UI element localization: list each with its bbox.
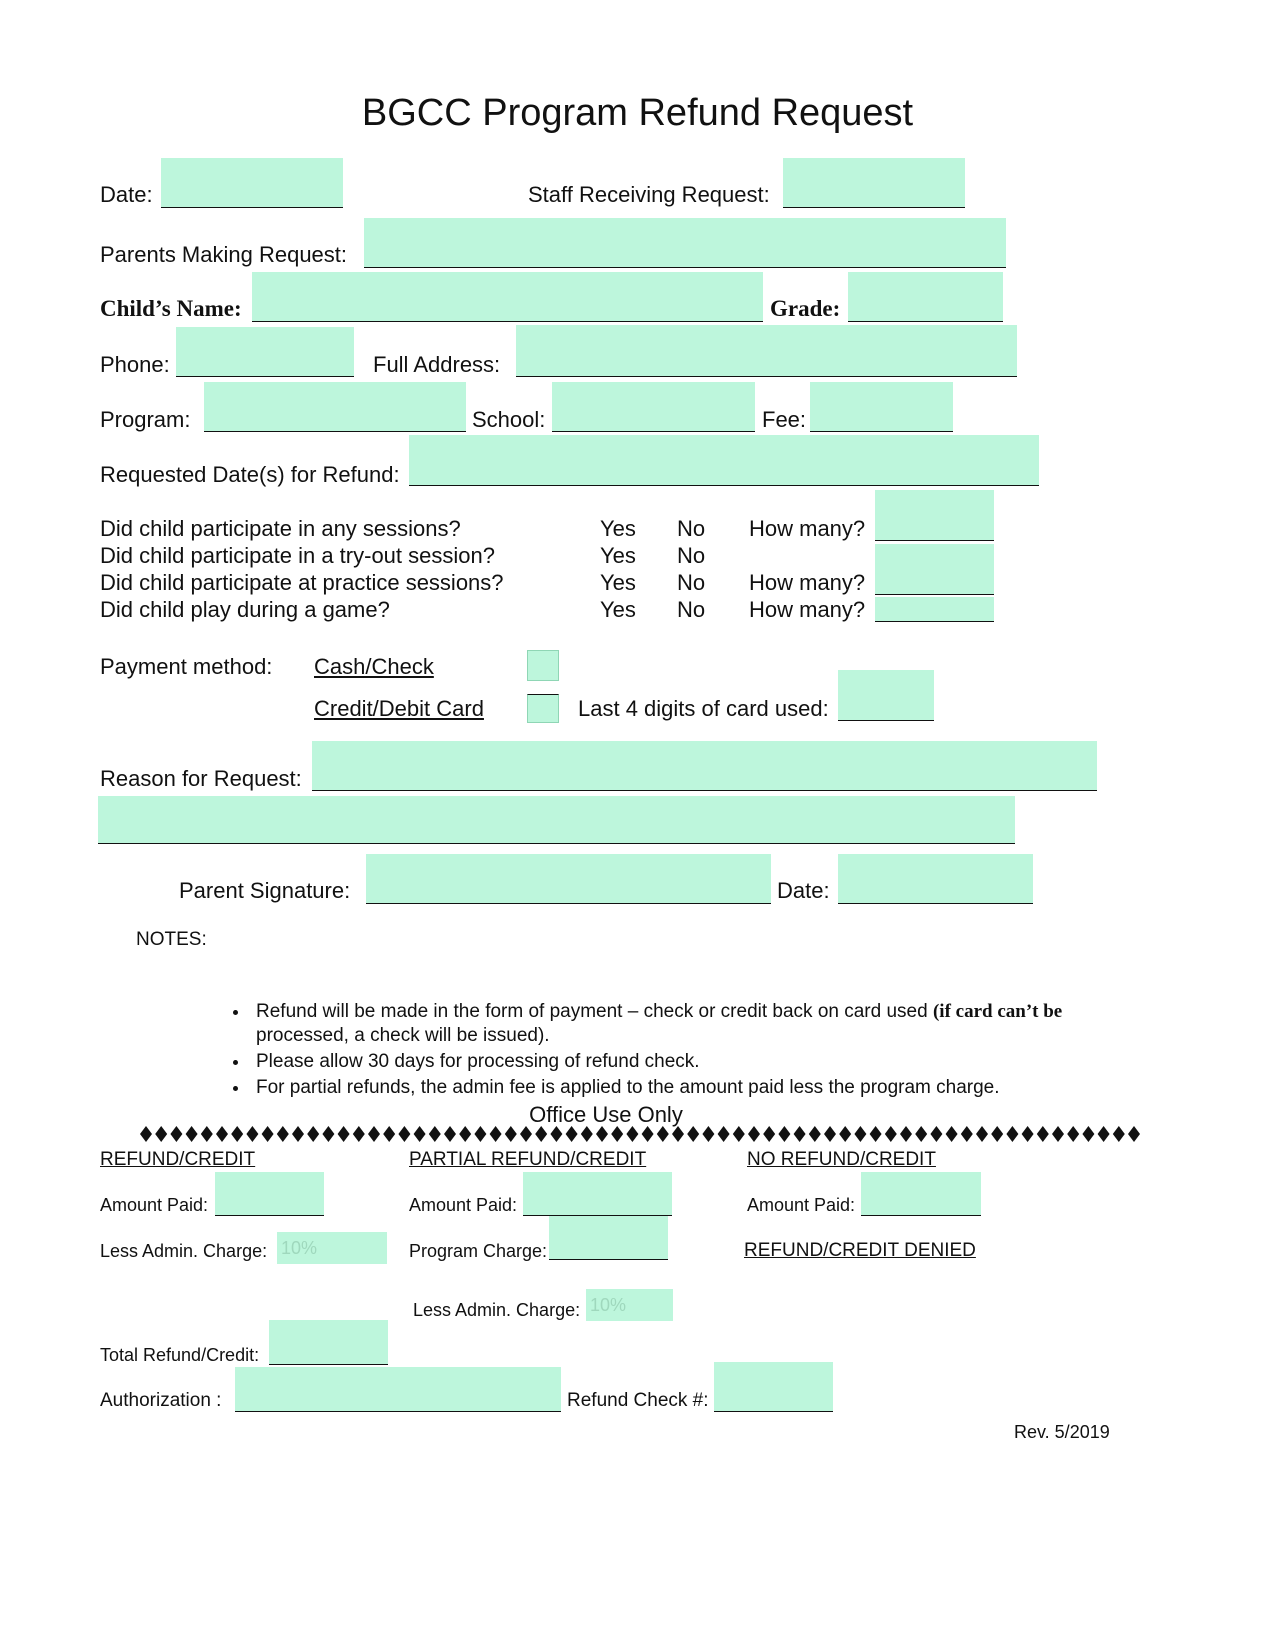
authorization-field[interactable] — [235, 1367, 561, 1412]
payment-method-label: Payment method: — [100, 654, 273, 679]
signature-date-label: Date: — [777, 878, 830, 903]
yes-option[interactable]: Yes — [600, 543, 636, 568]
amount-paid-label: Amount Paid: — [409, 1195, 518, 1215]
diamond-glyph — [368, 1126, 380, 1142]
diamond-glyph — [414, 1126, 426, 1142]
requested-dates-field[interactable] — [409, 435, 1039, 486]
yes-option[interactable]: Yes — [600, 570, 636, 595]
diamond-glyph — [839, 1126, 851, 1142]
refund-check-label: Refund Check #: — [567, 1390, 709, 1411]
date-label: Date: — [100, 182, 153, 207]
question-text: Did child participate in any sessions? — [100, 516, 461, 541]
program-label: Program: — [100, 407, 191, 432]
staff-field[interactable] — [783, 158, 965, 208]
diamond-glyph — [140, 1126, 152, 1142]
diamond-glyph — [718, 1126, 730, 1142]
partial-refund-heading: PARTIAL REFUND/CREDIT — [409, 1149, 647, 1170]
diamond-glyph — [824, 1126, 836, 1142]
partial-admin-charge-field[interactable] — [586, 1289, 673, 1321]
diamond-glyph — [687, 1126, 699, 1142]
no-refund-heading: NO REFUND/CREDIT — [747, 1149, 936, 1170]
last4-label: Last 4 digits of card used: — [578, 696, 829, 721]
diamond-glyph — [626, 1126, 638, 1142]
diamond-glyph — [307, 1126, 319, 1142]
no-option[interactable]: No — [677, 570, 706, 595]
diamond-glyph — [870, 1126, 882, 1142]
diamond-glyph — [1037, 1126, 1049, 1142]
less-admin-label: Less Admin. Charge: — [413, 1300, 581, 1320]
diamond-glyph — [1113, 1126, 1125, 1142]
program-charge-label: Program Charge: — [409, 1241, 548, 1261]
diamond-glyph — [262, 1126, 274, 1142]
no-option[interactable]: No — [677, 516, 706, 541]
reason-field-line2[interactable] — [98, 796, 1015, 844]
diamond-glyph — [246, 1126, 258, 1142]
question-text: Did child participate in a try-out session? — [100, 543, 495, 568]
authorization-label: Authorization : — [100, 1390, 222, 1411]
how-many-label: How many? — [749, 597, 866, 622]
fee-label: Fee: — [762, 407, 807, 432]
diamond-glyph — [277, 1126, 289, 1142]
no-option[interactable]: No — [677, 543, 706, 568]
full-address-label: Full Address: — [373, 352, 501, 377]
reason-label: Reason for Request: — [100, 766, 302, 791]
amount-paid-label: Amount Paid: — [100, 1195, 209, 1215]
notes-heading: NOTES: — [136, 929, 207, 950]
total-refund-label: Total Refund/Credit: — [100, 1345, 260, 1365]
diamond-glyph — [353, 1126, 365, 1142]
program-field[interactable] — [204, 382, 466, 432]
diamond-glyph — [474, 1126, 486, 1142]
diamond-glyph — [794, 1126, 806, 1142]
full-address-field[interactable] — [516, 325, 1017, 377]
amount-paid-label: Amount Paid: — [747, 1195, 856, 1215]
less-admin-label: Less Admin. Charge: — [100, 1241, 268, 1261]
parents-label: Parents Making Request: — [100, 242, 348, 267]
diamond-glyph — [733, 1126, 745, 1142]
notes-list — [222, 1000, 1150, 1102]
diamond-glyph — [490, 1126, 502, 1142]
diamond-glyph — [429, 1126, 441, 1142]
refund-check-field[interactable] — [714, 1362, 833, 1412]
how-many-label: How many? — [749, 516, 866, 541]
school-label: School: — [472, 407, 546, 432]
office-use-heading: Office Use Only — [529, 1102, 683, 1127]
school-field[interactable] — [552, 382, 755, 432]
diamond-glyph — [976, 1126, 988, 1142]
last4-field[interactable] — [838, 670, 934, 721]
note-item: • Refund will be made in the form of payment – check or credit back on card used (if card can’t be processed, a check will be issued). — [250, 1000, 1150, 1048]
credit-card-label: Credit/Debit Card — [314, 696, 484, 721]
diamond-glyph — [657, 1126, 669, 1142]
diamond-glyph — [961, 1126, 973, 1142]
no-refund-amount-paid-field[interactable] — [861, 1172, 981, 1216]
diamond-glyph — [763, 1126, 775, 1142]
signature-date-field[interactable] — [838, 854, 1033, 904]
diamond-glyph — [216, 1126, 228, 1142]
diamond-glyph — [231, 1126, 243, 1142]
refund-amount-paid-field[interactable] — [215, 1172, 324, 1216]
diamond-glyph — [535, 1126, 547, 1142]
diamond-glyph — [292, 1126, 304, 1142]
staff-label: Staff Receiving Request: — [528, 182, 770, 207]
diamond-glyph — [1006, 1126, 1018, 1142]
diamond-glyph — [702, 1126, 714, 1142]
no-option[interactable]: No — [677, 597, 706, 622]
date-field[interactable] — [161, 158, 343, 208]
diamond-glyph — [383, 1126, 395, 1142]
diamond-glyph — [444, 1126, 456, 1142]
credit-card-checkbox[interactable] — [527, 694, 559, 723]
diamond-glyph — [900, 1126, 912, 1142]
diamond-glyph — [505, 1126, 517, 1142]
how-many-label: How many? — [749, 570, 866, 595]
diamond-glyph — [642, 1126, 654, 1142]
diamond-glyph — [596, 1126, 608, 1142]
diamond-glyph — [930, 1126, 942, 1142]
cash-check-label: Cash/Check — [314, 654, 434, 679]
diamond-glyph — [1052, 1126, 1064, 1142]
note-item: • Please allow 30 days for processing of refund check. — [250, 1050, 1150, 1074]
revision-label: Rev. 5/2019 — [1014, 1422, 1110, 1442]
diamond-glyph — [809, 1126, 821, 1142]
parent-signature-label: Parent Signature: — [179, 878, 351, 903]
diamond-glyph — [1098, 1126, 1110, 1142]
program-charge-field[interactable] — [549, 1216, 668, 1260]
diamond-glyph — [186, 1126, 198, 1142]
diamond-glyph — [170, 1126, 182, 1142]
grade-label: Grade: — [770, 296, 841, 321]
child-name-label: Child’s Name: — [100, 296, 242, 321]
how-many-field-game[interactable] — [875, 597, 994, 622]
diamond-glyph — [1128, 1126, 1140, 1142]
diamond-glyph — [748, 1126, 760, 1142]
diamond-glyph — [1022, 1126, 1034, 1142]
total-refund-field[interactable] — [269, 1320, 388, 1365]
reason-field-line1[interactable] — [312, 741, 1097, 791]
diamond-glyph — [520, 1126, 532, 1142]
diamond-glyph — [338, 1126, 350, 1142]
phone-label: Phone: — [100, 352, 170, 377]
refund-credit-heading: REFUND/CREDIT — [100, 1149, 256, 1170]
yes-option[interactable]: Yes — [600, 597, 636, 622]
partial-amount-paid-field[interactable] — [523, 1172, 672, 1216]
diamond-glyph — [611, 1126, 623, 1142]
diamond-glyph — [854, 1126, 866, 1142]
diamond-glyph — [459, 1126, 471, 1142]
form-title: BGCC Program Refund Request — [361, 92, 914, 134]
yes-option[interactable]: Yes — [600, 516, 636, 541]
refund-denied-label: REFUND/CREDIT DENIED — [744, 1240, 976, 1261]
diamond-glyph — [1067, 1126, 1079, 1142]
admin-charge-placeholder: 10% — [281, 1238, 318, 1258]
fee-field[interactable] — [810, 382, 953, 432]
diamond-glyph — [778, 1126, 790, 1142]
parent-signature-field[interactable] — [366, 854, 771, 904]
diamond-glyph — [566, 1126, 578, 1142]
note-item: • For partial refunds, the admin fee is applied to the amount paid less the program charge. — [250, 1076, 1150, 1100]
how-many-field-practice[interactable] — [875, 544, 994, 595]
parents-field[interactable] — [364, 218, 1006, 268]
diamond-glyph — [915, 1126, 927, 1142]
diamond-glyph — [885, 1126, 897, 1142]
requested-dates-label: Requested Date(s) for Refund: — [100, 462, 400, 487]
question-text: Did child participate at practice sessions? — [100, 570, 504, 595]
how-many-field-sessions[interactable] — [875, 490, 994, 541]
cash-check-checkbox[interactable] — [527, 650, 559, 681]
diamond-glyph — [155, 1126, 167, 1142]
admin-charge-placeholder: 10% — [590, 1295, 627, 1315]
diamond-glyph — [946, 1126, 958, 1142]
phone-field[interactable] — [176, 327, 354, 377]
grade-field[interactable] — [848, 272, 1003, 322]
diamond-glyph — [550, 1126, 562, 1142]
diamond-glyph — [322, 1126, 334, 1142]
diamond-glyph — [398, 1126, 410, 1142]
diamond-glyph — [581, 1126, 593, 1142]
diamond-glyph — [991, 1126, 1003, 1142]
diamond-glyph — [201, 1126, 213, 1142]
diamond-glyph — [1082, 1126, 1094, 1142]
refund-admin-charge-field[interactable] — [277, 1232, 387, 1264]
child-name-field[interactable] — [252, 272, 763, 322]
question-text: Did child play during a game? — [100, 597, 390, 622]
diamond-glyph — [672, 1126, 684, 1142]
